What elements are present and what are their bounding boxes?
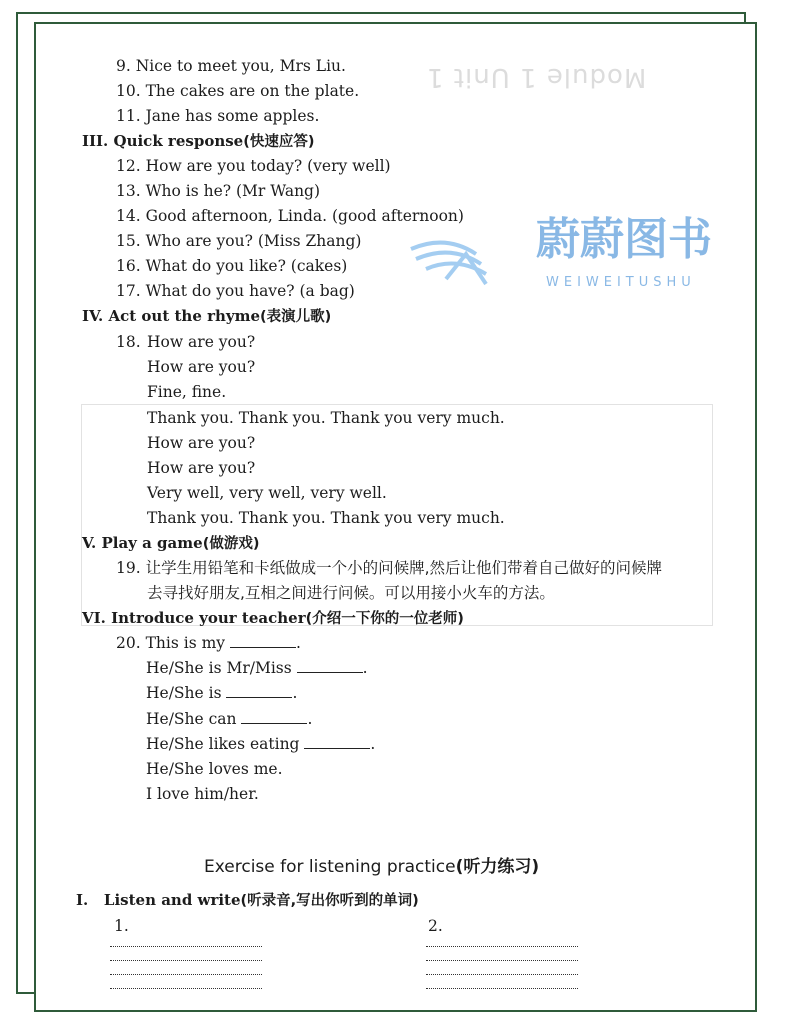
write-item-2: 2. <box>428 917 443 935</box>
item-12: 12. How are you today? (very well) <box>116 157 391 175</box>
intro-line: I love him/her. <box>146 785 259 803</box>
section-heading-quick-response: III. Quick response(快速应答) <box>82 132 315 150</box>
item-19: 19. 让学生用铅笔和卡纸做成一个小的问候牌,然后让他们带着自己做好的问候牌 <box>116 559 663 577</box>
rhyme-line: Very well, very well, very well. <box>147 484 387 502</box>
writing-line[interactable] <box>110 960 262 961</box>
intro-line: He/She likes eating . <box>146 735 376 753</box>
item-20: 20. This is my . <box>116 634 301 652</box>
item-17: 17. What do you have? (a bag) <box>116 282 355 300</box>
intro-line: He/She loves me. <box>146 760 283 778</box>
rhyme-line: How are you? <box>147 434 256 452</box>
rhyme-line: How are you? <box>147 459 256 477</box>
watermark-cn: 蔚蔚图书 <box>536 214 712 265</box>
section-heading-listen-write: I. Listen and write(听录音,写出你听到的单词) <box>76 891 419 909</box>
section-heading-introduce-teacher: VI. Introduce your teacher(介绍一下你的一位老师) <box>82 609 464 627</box>
ghost-heading: Module 1 Unit 1 <box>426 62 647 92</box>
writing-line[interactable] <box>110 988 262 989</box>
item-14: 14. Good afternoon, Linda. (good afternoon) <box>116 207 464 225</box>
rhyme-line: How are you? <box>147 333 256 351</box>
item-16: 16. What do you like? (cakes) <box>116 257 348 275</box>
answer-blank[interactable] <box>297 658 363 673</box>
item-15: 15. Who are you? (Miss Zhang) <box>116 232 362 250</box>
page-frame <box>34 22 757 1012</box>
writing-line[interactable] <box>426 974 578 975</box>
listening-exercise-title: Exercise for listening practice(听力练习) <box>204 857 540 877</box>
intro-line: He/She is . <box>146 684 298 702</box>
answer-blank[interactable] <box>241 709 307 724</box>
item-18-number: 18. <box>116 333 141 351</box>
writing-line[interactable] <box>426 960 578 961</box>
writing-line[interactable] <box>426 946 578 947</box>
rhyme-line: How are you? <box>147 358 256 376</box>
watermark-en: WEIWEITUSHU <box>546 275 696 290</box>
answer-blank[interactable] <box>230 633 296 648</box>
item-19-continued: 去寻找好朋友,互相之间进行问候。可以用接小火车的方法。 <box>147 584 555 602</box>
intro-line: He/She is Mr/Miss . <box>146 659 368 677</box>
item-13: 13. Who is he? (Mr Wang) <box>116 182 321 200</box>
intro-line: He/She can . <box>146 710 313 728</box>
rhyme-line: Fine, fine. <box>147 383 227 401</box>
write-item-1: 1. <box>114 917 129 935</box>
section-heading-play-game: V. Play a game(做游戏) <box>82 534 260 552</box>
item-10: 10. The cakes are on the plate. <box>116 82 360 100</box>
item-11: 11. Jane has some apples. <box>116 107 320 125</box>
rhyme-line: Thank you. Thank you. Thank you very much. <box>147 509 505 527</box>
section-heading-act-out-rhyme: IV. Act out the rhyme(表演儿歌) <box>82 307 332 325</box>
rhyme-line: Thank you. Thank you. Thank you very much. <box>147 409 505 427</box>
writing-line[interactable] <box>110 974 262 975</box>
writing-line[interactable] <box>426 988 578 989</box>
writing-line[interactable] <box>110 946 262 947</box>
answer-blank[interactable] <box>226 683 292 698</box>
item-9: 9. Nice to meet you, Mrs Liu. <box>116 57 346 75</box>
answer-blank[interactable] <box>304 734 370 749</box>
